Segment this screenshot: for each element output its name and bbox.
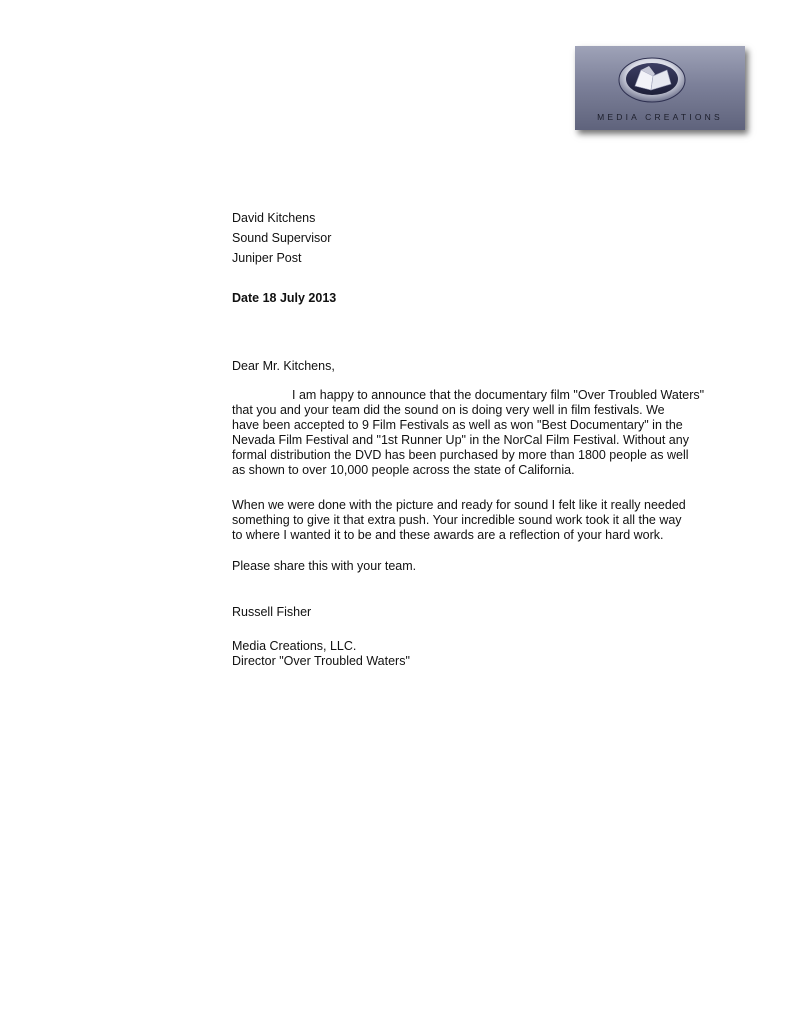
salutation: Dear Mr. Kitchens,	[232, 359, 335, 373]
recipient-company: Juniper Post	[232, 251, 302, 265]
date-line: Date 18 July 2013	[232, 291, 337, 305]
media-creations-logo	[575, 46, 745, 130]
signer-role: Director "Over Troubled Waters"	[232, 654, 410, 668]
paragraph-line: Nevada Film Festival and "1st Runner Up" in the NorCal Film Festival. Without any	[232, 433, 689, 447]
recipient-title: Sound Supervisor	[232, 231, 332, 245]
body-paragraph-1	[232, 388, 704, 478]
paragraph-line: something to give it that extra push. Your incredible sound work took it all the way	[232, 513, 682, 527]
body-paragraph-2	[232, 498, 686, 543]
signer-name: Russell Fisher	[232, 605, 312, 619]
paragraph-line: I am happy to announce that the documentary film "Over Troubled Waters"	[292, 388, 705, 402]
paragraph-line: When we were done with the picture and ready for sound I felt like it really needed	[232, 498, 686, 512]
signer-organization	[232, 639, 410, 669]
closing-request: Please share this with your team.	[232, 559, 417, 573]
paragraph-line: that you and your team did the sound on is doing very well in film festivals. We	[232, 403, 665, 417]
paragraph-line: to where I wanted it to be and these awards are a reflection of your hard work.	[232, 528, 664, 542]
paragraph-line: as shown to over 10,000 people across the state of California.	[232, 463, 575, 477]
recipient-address	[232, 208, 331, 268]
recipient-name: David Kitchens	[232, 211, 316, 225]
paragraph-line: formal distribution the DVD has been purchased by more than 1800 people as well	[232, 448, 689, 462]
signer-company: Media Creations, LLC.	[232, 639, 357, 653]
paragraph-line: have been accepted to 9 Film Festivals as well as won "Best Documentary" in the	[232, 418, 683, 432]
logo-text: MEDIA CREATIONS	[597, 112, 723, 122]
